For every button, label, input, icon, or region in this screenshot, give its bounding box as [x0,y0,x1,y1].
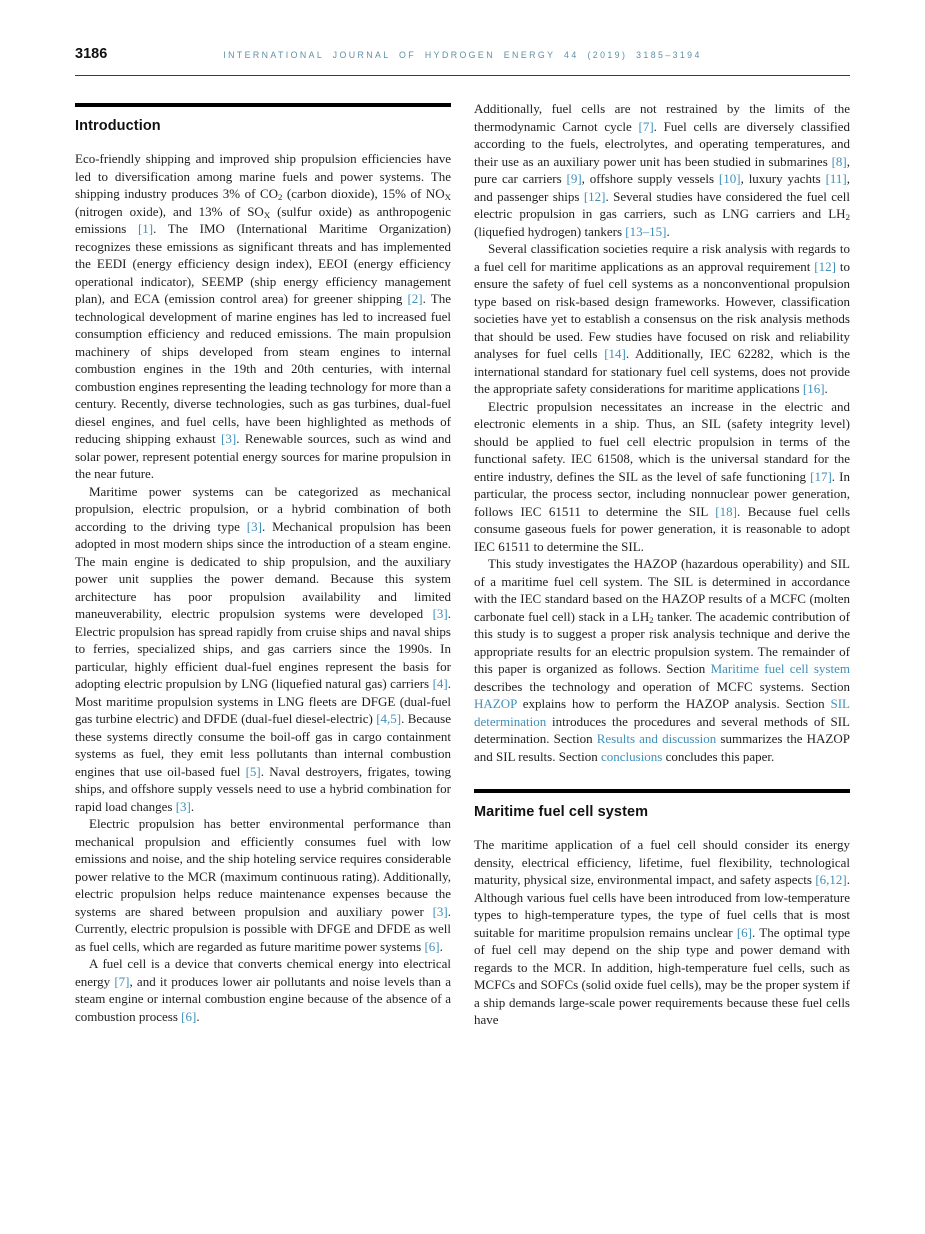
text-run: summarizes the HAZOP and SIL results. Section [474,731,850,764]
citation-link[interactable]: [14] [604,346,626,361]
text-run: . Naval destroyers, frigates, towing ships, and offshore supply vessels need to use a hybrid combination for rapid load changes [75,763,451,814]
text-run: . [824,381,828,396]
text-run: . Although various fuel cells have been introduced from low-temperature types to high-temperature types, the type of fuel cells that is most suitable for maritime propulsion remains unclear [474,872,850,940]
page-header [75,46,850,66]
text-run: (sulfur oxide) as anthropogenic emissions [75,203,451,236]
section-title: Maritime fuel cell system [474,803,649,820]
text-run: A fuel cell is a device that converts chemical energy into electrical energy [75,956,451,989]
citation-link[interactable]: [11] [825,171,847,186]
section-header [474,789,850,821]
text-run: , and passenger ships [474,171,850,204]
content-columns [75,100,850,1029]
text-run: . [190,798,195,814]
section-title: Introduction [75,117,161,134]
citation-link[interactable]: [3] [221,431,237,446]
citation-link[interactable]: [18] [715,503,737,519]
paragraph [474,836,850,1029]
section-link[interactable]: conclusions [600,748,663,764]
text-run: . [196,1008,200,1024]
subscript-text: 2 [845,211,850,222]
text-run: . The optimal type of fuel cell may depend on the ship type and power demand with regards to the MCR. In addition, high-temperature fuel cells, such as MCFCs and SOFCs (solid oxide fuel cells), may be the proper system if a ship demands large-scale power requirements because these fuel cells have [474,924,850,1027]
text-run: . Additionally, IEC 62282, which is the international standard for stationary fuel cell systems, does not provide the appropriate safety considerations for maritime applications [474,346,850,396]
citation-link[interactable]: [9] [566,171,582,186]
text-run: . Renewable sources, such as wind and solar power, represent potential energy sources for marine propulsion in the near future. [75,431,451,481]
text-run: Electric propulsion necessitates an increase in the electric and electronic elements in a ship. Thus, an SIL (safety integrity level) should be applied to fuel cell electric propulsion in terms of the functional safety. IEC 61508, which is the universal standard for the entire industry, defines the SIL as the level of safe functioning [474,398,850,484]
text-run: tanker. The academic contribution of this study is to suggest a proper risk analysis technique and derive the appropriate results for an electric propulsion system. The remainder of this paper is organized as follows. Section [474,608,850,676]
text-run: . The IMO (International Maritime Organization) recognizes these emissions as significant threats and has implemented the EEDI (energy efficiency design index), EEOI (energy efficiency operational indicator), SEEMP (ship energy efficiency management plan), and ECA (emission control area) for greener shipping [75,221,451,306]
text-run: (nitrogen oxide), and 13% of SO [75,203,264,219]
text-run: Maritime power systems can be categorized as mechanical propulsion, electric propulsion, or a hybrid combination of both according to the driving type [75,483,451,534]
text-run: to ensure the safety of fuel cell systems as a nonconventional propulsion type based on risk-based design frameworks. However, classification societies have yet to establish a consensus on the risk analysis methods that should be used. Few studies have focused on risk and reliability analyses for fuel cells [474,258,850,361]
page-number: 3186 [75,46,108,62]
text-run: . Because these systems directly consume the boil-off gas in cargo containment systems as fuel, they emit less pollutants than internal combustion engines that use oil-based fuel [75,711,452,779]
text-run: describes the technology and operation of MCFC systems. Section [474,678,850,694]
citation-link[interactable]: [3] [432,903,448,919]
text-run: , luxury yachts [740,171,826,186]
paragraph [474,555,850,765]
citation-link[interactable]: [10] [718,171,741,186]
text-run: , pure car carriers [474,153,850,186]
text-run: , and it produces lower air pollutants and noise levels than a steam engine or internal combustion engine because of the absence of a combustion process [75,973,451,1024]
journal-title: INTERNATIONAL JOURNAL OF HYDROGEN ENERGY 44 (2019) 3185–3194 [223,50,702,60]
citation-link[interactable]: [17] [810,468,832,484]
citation-link[interactable]: [7] [114,973,130,989]
citation-link[interactable]: [13–15] [625,223,667,239]
subscript-text: 2 [278,191,283,202]
citation-link[interactable]: [12] [583,188,606,204]
paragraph [75,955,451,1025]
paragraph [75,150,451,483]
text-run: Additionally, fuel cells are not restrained by the limits of the thermodynamic Carnot cycle [474,101,850,134]
section-rule [474,789,850,793]
citation-link[interactable]: [6,12] [815,872,847,887]
section-link[interactable]: Maritime fuel cell system [710,661,850,676]
citation-link[interactable]: [12] [814,258,836,274]
text-run: . Mechanical propulsion has been adopted in most modern ships since the introduction of a steam engine. The main engine is dedicated to ship propulsion, and the auxiliary power unit supplies the power demand. Because this system architecture has poor propulsion availability and limited maneuverability, electric propulsion systems were developed [75,518,451,621]
text-run: . [666,223,670,239]
right-column [474,100,850,1029]
text-run: . In particular, the process sector, including nonnuclear power generation, follows IEC 61511 to determine the SIL [474,468,850,519]
text-run: introduces the procedures and several methods of SIL determination. Section [474,713,850,746]
text-run: Several classification societies require a risk analysis with regards to a fuel cell for maritime applications as an approval requirement [474,241,850,274]
text-run: concludes this paper. [662,748,775,764]
paragraph [75,483,451,816]
paragraph [75,815,451,955]
left-column [75,100,451,1029]
citation-link[interactable]: [3] [175,798,191,814]
subscript-text: 2 [649,614,654,625]
text-run: . Several studies have considered the fuel cell electric propulsion in gas carriers, such as LNG carriers and LH [474,188,850,221]
citation-link[interactable]: [5] [245,763,261,779]
subscript-text: X [444,191,451,202]
citation-link[interactable]: [4,5] [376,711,402,726]
section-rule [75,103,451,107]
section-header [75,103,451,135]
text-run: . [439,938,443,954]
citation-link[interactable]: [4] [432,676,448,691]
header-rule [75,75,850,76]
text-run: . Electric propulsion has spread rapidly from cruise ships and naval ships to ferries, specialized ships, and gas carriers since the 1990s. In particular, highly efficient dual-fuel engines represent the basis for adopting electric propulsion by LNG (liquefied natural gas) carriers [75,606,451,691]
citation-link[interactable]: [2] [407,291,423,306]
citation-link[interactable]: [7] [638,118,654,134]
citation-link[interactable]: [6] [181,1008,197,1024]
paragraph [474,240,850,398]
text-run: Eco-friendly shipping and improved ship propulsion efficiencies have led to diversification among marine fuels and power systems. The shipping industry produces 3% of CO [75,151,451,201]
citation-link[interactable]: [6] [736,924,753,940]
text-run: . Most maritime propulsion systems in LNG fleets are DFGE (dual-fuel gas turbine electric) and DFDE (dual-fuel diesel-electric) [75,676,451,726]
text-run: (liquefied hydrogen) tankers [474,223,626,239]
paragraph [474,100,850,240]
subscript-text: X [263,209,271,220]
citation-link[interactable]: [16] [802,381,825,396]
citation-link[interactable]: [3] [246,518,262,534]
section-link[interactable]: Results and discussion [596,731,717,746]
citation-link[interactable]: [1] [137,221,154,236]
text-run: The maritime application of a fuel cell should consider its energy density, electrical efficiency, lifetime, fuel flexibility, technological maturity, physical size, environmental impact, and safety aspects [474,837,850,887]
text-run: , offshore supply vessels [581,171,719,186]
text-run: . Because fuel cells consume gaseous fuels for power generation, it is reasonable to adopt IEC 61511 to determine the SIL. [474,503,850,554]
text-run: This study investigates the HAZOP (hazardous operability) and SIL of a maritime fuel cell system. The SIL is determined in accordance with the IEC standard based on the HAZOP results of a MCFC (molten carbonate fuel cell) stack in a LH [474,556,850,624]
citation-link[interactable]: [3] [432,606,448,621]
citation-link[interactable]: [8] [831,153,847,169]
text-run: explains how to perform the HAZOP analysis. Section [516,696,831,711]
text-run: . Fuel cells are diversely classified according to the fuels, electrolytes, and operating temperatures, and their use as an auxiliary power unit has been studied in submarines [474,118,850,169]
text-run: (carbon dioxide), 15% of NO [282,186,445,201]
text-run: Electric propulsion has better environmental performance than mechanical propulsion and efficiently consumes fuel with low emissions and noise, and the ship hoteling service requires considerable power relative to the MCR (maximum continuous rating). Additionally, electric propulsion helps reduce maintenance expenses because the systems are shared between propulsion and auxiliary power [75,816,451,919]
text-run: . Currently, electric propulsion is possible with DFGE and DFDE as well as fuel cells, which are regarded as future maritime power systems [75,903,451,954]
citation-link[interactable]: [6] [424,938,440,954]
text-run: . The technological development of marine engines has led to increased fuel consumption efficiency and reduced emissions. The main propulsion machinery of ships developed from steam engines to internal combustion engines in the 19th and 20th centuries, with internal combustion engines representing the leading technology for more than a century. Recently, diverse technologies, such as gas turbines, dual-fuel diesel engines, and fuel cells, have been highlighted as methods of reducing shipping exhaust [75,291,451,446]
paragraph [474,398,850,556]
section-link[interactable]: HAZOP [474,696,517,711]
section-link[interactable]: SIL determination [474,696,850,729]
